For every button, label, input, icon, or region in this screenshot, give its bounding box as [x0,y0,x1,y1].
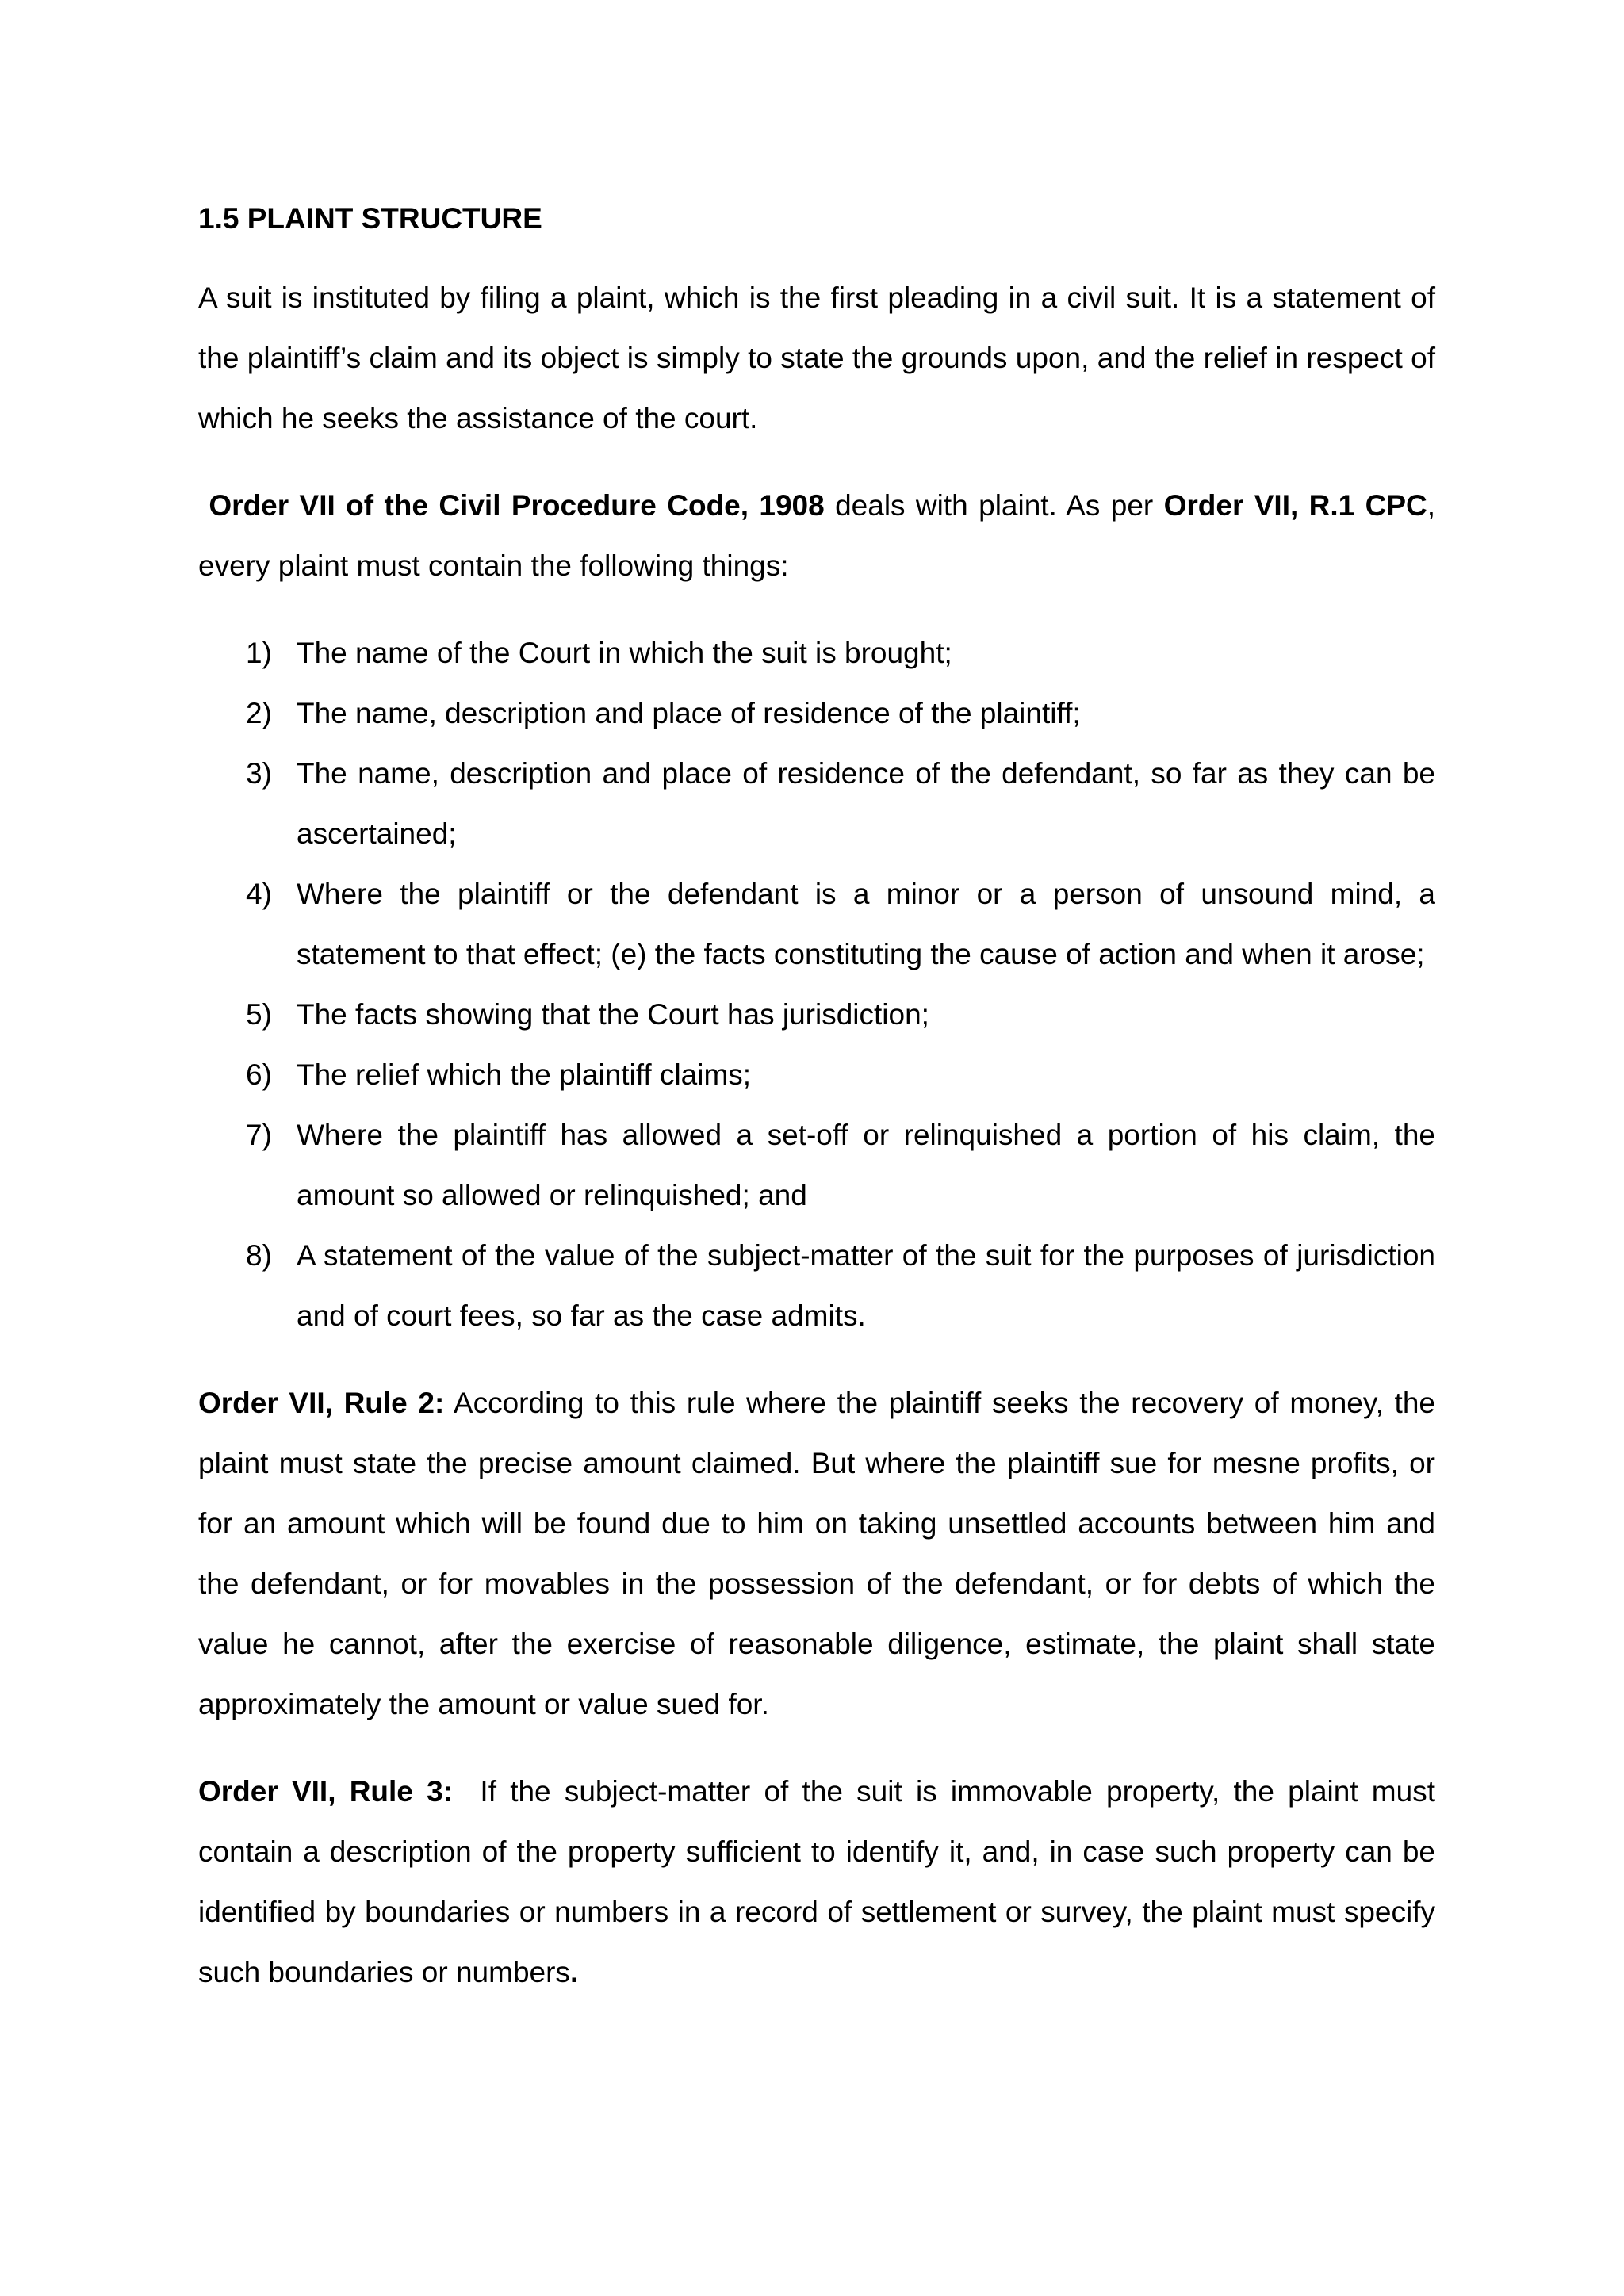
list-item-text: The name, description and place of residence of the plaintiff; [297,697,1081,729]
rule-2-text: According to this rule where the plaintiff seeks the recovery of money, the plaint must state the precise amount claimed. But where the plaintiff sue for mesne profits, or for an amount which will be found due to him on taking unsettled accounts between him and the defendant, or for movables in the possession of the defendant, or for debts of which the value he cannot, after the exercise of reasonable diligence, estimate, the plaint shall state approximately the amount or value sued for. [198,1387,1435,1720]
section-heading: 1.5 PLAINT STRUCTURE [198,202,542,235]
list-item-number: 5) [246,998,272,1031]
order-vii-text-2: , every plaint must contain the following things: [198,489,1436,582]
list-item-text: The facts showing that the Court has jurisdiction; [297,998,929,1031]
order-vii-r1-ref: Order VII, R.1 CPC [1163,489,1427,522]
list-item-text: The name of the Court in which the suit is brought; [297,637,952,669]
rule-2-paragraph [198,1373,1435,1735]
list-item-number: 4) [246,878,272,910]
list-item [198,1226,1435,1346]
list-item-text: The relief which the plaintiff claims; [297,1058,752,1091]
list-item [198,744,1435,864]
list-item-number: 1) [246,637,272,669]
list-item-text: Where the plaintiff has allowed a set-off or relinquished a portion of his claim, the amount so allowed or relinquished; and [297,1119,1435,1211]
document-page [198,197,1444,2030]
list-item [198,985,1435,1045]
list-item-number: 3) [246,757,272,790]
order-vii-text-1: deals with plaint. As per [824,489,1164,522]
rule-3-label: Order VII, Rule 3: [198,1775,453,1808]
list-item [198,623,1435,683]
list-item-number: 7) [246,1119,272,1151]
list-item-text: A statement of the value of the subject-matter of the suit for the purposes of jurisdiction and of court fees, so far as the case admits. [297,1239,1435,1332]
list-item [198,683,1435,744]
order-vii-paragraph [198,476,1435,596]
list-item [198,1045,1435,1105]
rule-3-end-period: . [569,1956,579,1988]
rule-2-label: Order VII, Rule 2: [198,1387,445,1419]
rule-3-text: If the subject-matter of the suit is immovable property, the plaint must contain a description of the property sufficient to identify it, and, in case such property can be identified by boundaries or numbers in a record of settlement or survey, the plaint must specify such boundaries or numbers [198,1775,1444,1988]
plaint-contents-list [198,623,1435,1346]
list-item-number: 2) [246,697,272,729]
list-item [198,864,1435,985]
rule-3-paragraph [198,1762,1444,2003]
intro-paragraph: A suit is instituted by filing a plaint, which is the first pleading in a civil suit. It is a statement of the plaintiff’s claim and its object is simply to state the grounds upon, and the relief in respect of which he seeks the assistance of the court. [198,281,1435,434]
list-item [198,1105,1435,1226]
list-item-text: The name, description and place of residence of the defendant, so far as they can be ascertained; [297,757,1435,850]
list-item-number: 8) [246,1239,272,1272]
list-item-number: 6) [246,1058,272,1091]
list-item-text: Where the plaintiff or the defendant is a minor or a person of unsound mind, a statement to that effect; (e) the facts constituting the cause of action and when it arose; [297,878,1435,970]
order-vii-title: Order VII of the Civil Procedure Code, 1908 [209,489,825,522]
